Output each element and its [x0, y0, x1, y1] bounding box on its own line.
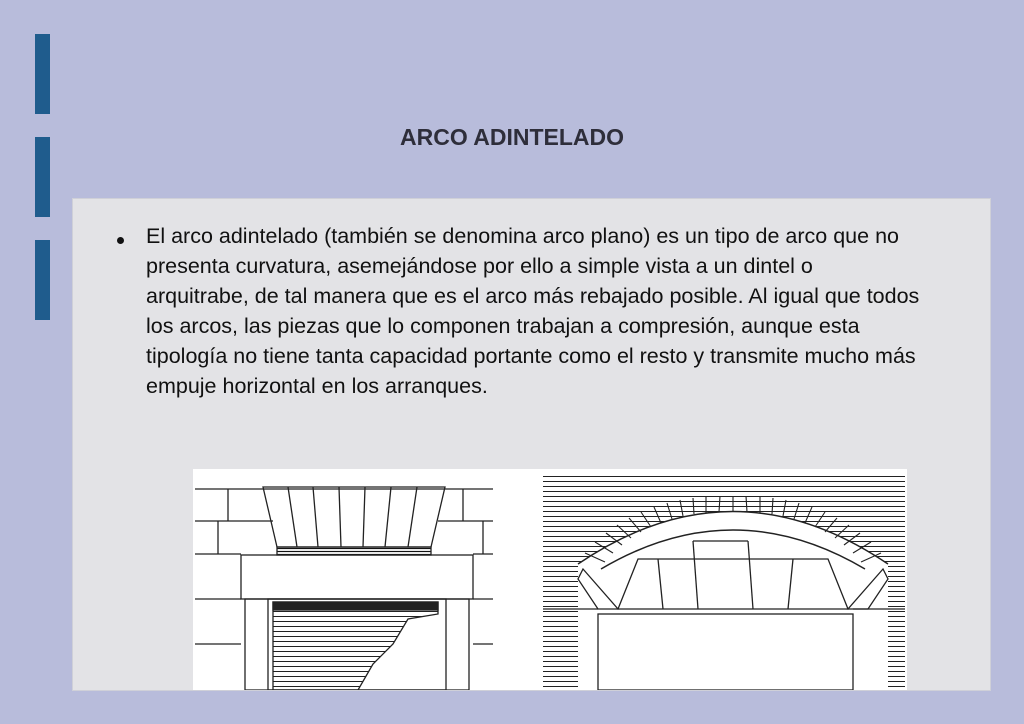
flat-arch-drawing — [195, 487, 493, 690]
bullet-icon — [117, 237, 124, 244]
arch-illustration — [193, 469, 907, 690]
accent-bar-top — [35, 34, 50, 114]
relieving-arch-drawing — [543, 474, 905, 690]
bullet-text: El arco adintelado (también se denomina arco plano) es un tipo de arco que no presenta curvatura, asemejándose por ello a simple vista a un dintel o arquitrabe, de tal manera que es el arco más rebajado posible. Al igual que todos los arcos, las piezas que lo componen trabajan a compresión, aunque esta tipología no tiene tanta capacidad portante como el resto y transmite mucho más empuje horizontal en los arranques. — [146, 224, 920, 398]
slide-title: ARCO ADINTELADO — [399, 124, 625, 150]
accent-bar-bottom — [35, 240, 50, 320]
content-panel — [72, 198, 991, 691]
